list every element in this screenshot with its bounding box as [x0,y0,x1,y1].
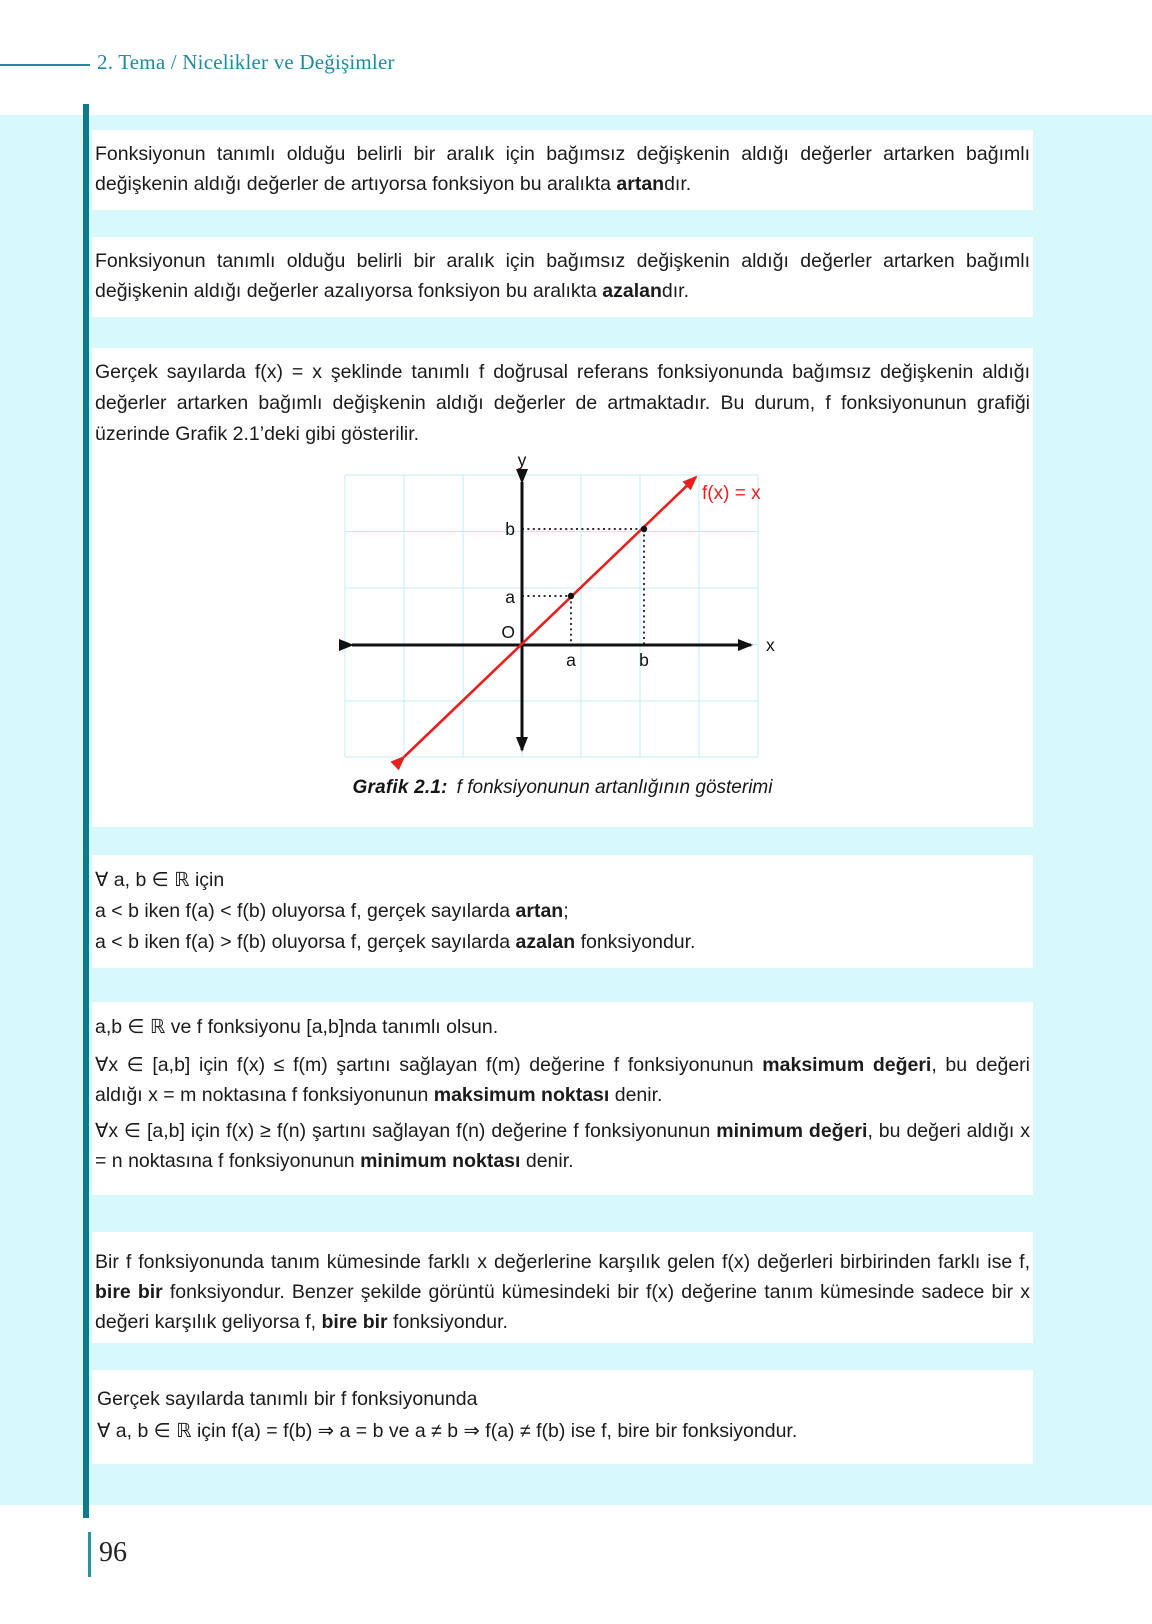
header-rule [0,64,90,66]
left-accent-bar [83,104,89,1518]
graph-box [92,348,1033,827]
b-tick-x-label: b [639,650,649,670]
interval-definition-line: a,b ∈ ℝ ve f fonksiyonu [a,b]nda tanımlı olsun. [95,1016,499,1038]
x-axis-label: x [766,635,775,655]
graph-caption-label: Grafik 2.1: [352,777,448,798]
point-a-a [568,593,574,599]
grafik-2-1-coordinate-graph [330,445,790,770]
paragraph-grafik-intro: Gerçek sayılarda f(x) = x şeklinde tanımlı f doğrusal referans fonksiyonunda bağımsız değişkenin aldığı değerler artarken bağımlı değişkenin aldığı değerler de artmaktadır. Bu durum, f fonksiyonunun grafiği üzerinde Grafik 2.1’deki gibi gösterilir. [95,361,1030,445]
a-tick-x-label: a [566,650,576,670]
b-tick-y-label: b [505,519,515,539]
definition-box-artan-azalan-formal [92,855,1033,968]
y-axis-label: y [517,450,527,470]
artan-condition-line: a < b iken f(a) < f(b) oluyorsa f, gerçek sayılarda artan; [95,900,569,922]
definition-box-maksimum-minimum [92,1002,1033,1195]
definition-box-azalan [92,237,1033,317]
chapter-header: 2. Tema / Nicelikler ve Değişimler [97,50,395,74]
paragraph-artan: Fonksiyonun tanımlı olduğu belirli bir aralık için bağımsız değişkenin aldığı değerler artarken bağımlı değişkenin aldığı değerler de artıyorsa fonksiyon bu aralıkta artandır. [95,143,1030,195]
page-number-rule [88,1532,91,1577]
bire-bir-intro-line: Gerçek sayılarda tanımlı bir f fonksiyonunda [97,1388,478,1410]
bire-bir-paragraph: Bir f fonksiyonunda tanım kümesinde farklı x değerlerine karşılık gelen f(x) değerleri birbirinden farklı ise f, bire bir fonksiyondur. Benzer şekilde görüntü kümesindeki bir f(x) değerine tanım kümesinde sadece bir x değeri karşılık geliyorsa f, bire bir fonksiyondur. [95,1251,1030,1333]
azalan-condition-line: a < b iken f(a) > f(b) oluyorsa f, gerçek sayılarda azalan fonksiyondur. [95,931,696,953]
identity-line-fx [404,477,696,757]
definition-box-bire-bir-formal [92,1370,1033,1464]
paragraph-azalan: Fonksiyonun tanımlı olduğu belirli bir aralık için bağımsız değişkenin aldığı değerler artarken bağımlı değişkenin aldığı değerler azalıyorsa fonksiyon bu aralıkta azalandır. [95,250,1030,302]
definition-box-artan [92,130,1033,210]
origin-label: O [501,622,515,642]
a-tick-y-label: a [505,587,515,607]
minimum-definition: ∀x ∈ [a,b] için f(x) ≥ f(n) şartını sağlayan f(n) değerine f fonksiyonunun minimum değeri, bu değeri aldığı x = n noktasına f fonksiyonunun minimum noktası denir. [95,1120,1030,1172]
function-label: f(x) = x [702,483,761,504]
graph-caption [92,773,1033,803]
page-number: 96 [99,1537,127,1568]
forall-ab-line: ∀ a, b ∈ ℝ için [95,869,225,891]
graph-caption-text: f fonksiyonunun artanlığının gösterimi [456,777,773,798]
point-b-b [641,526,647,532]
maksimum-definition: ∀x ∈ [a,b] için f(x) ≤ f(m) şartını sağlayan f(m) değerine f fonksiyonunun maksimum değeri, bu değeri aldığı x = m noktasına f fonksiyonunun maksimum noktası denir. [95,1054,1030,1106]
definition-box-bire-bir [92,1232,1033,1343]
bire-bir-condition-line: ∀ a, b ∈ ℝ için f(a) = f(b) ⇒ a = b ve a ≠ b ⇒ f(a) ≠ f(b) ise f, bire bir fonksiyondur. [97,1420,798,1442]
